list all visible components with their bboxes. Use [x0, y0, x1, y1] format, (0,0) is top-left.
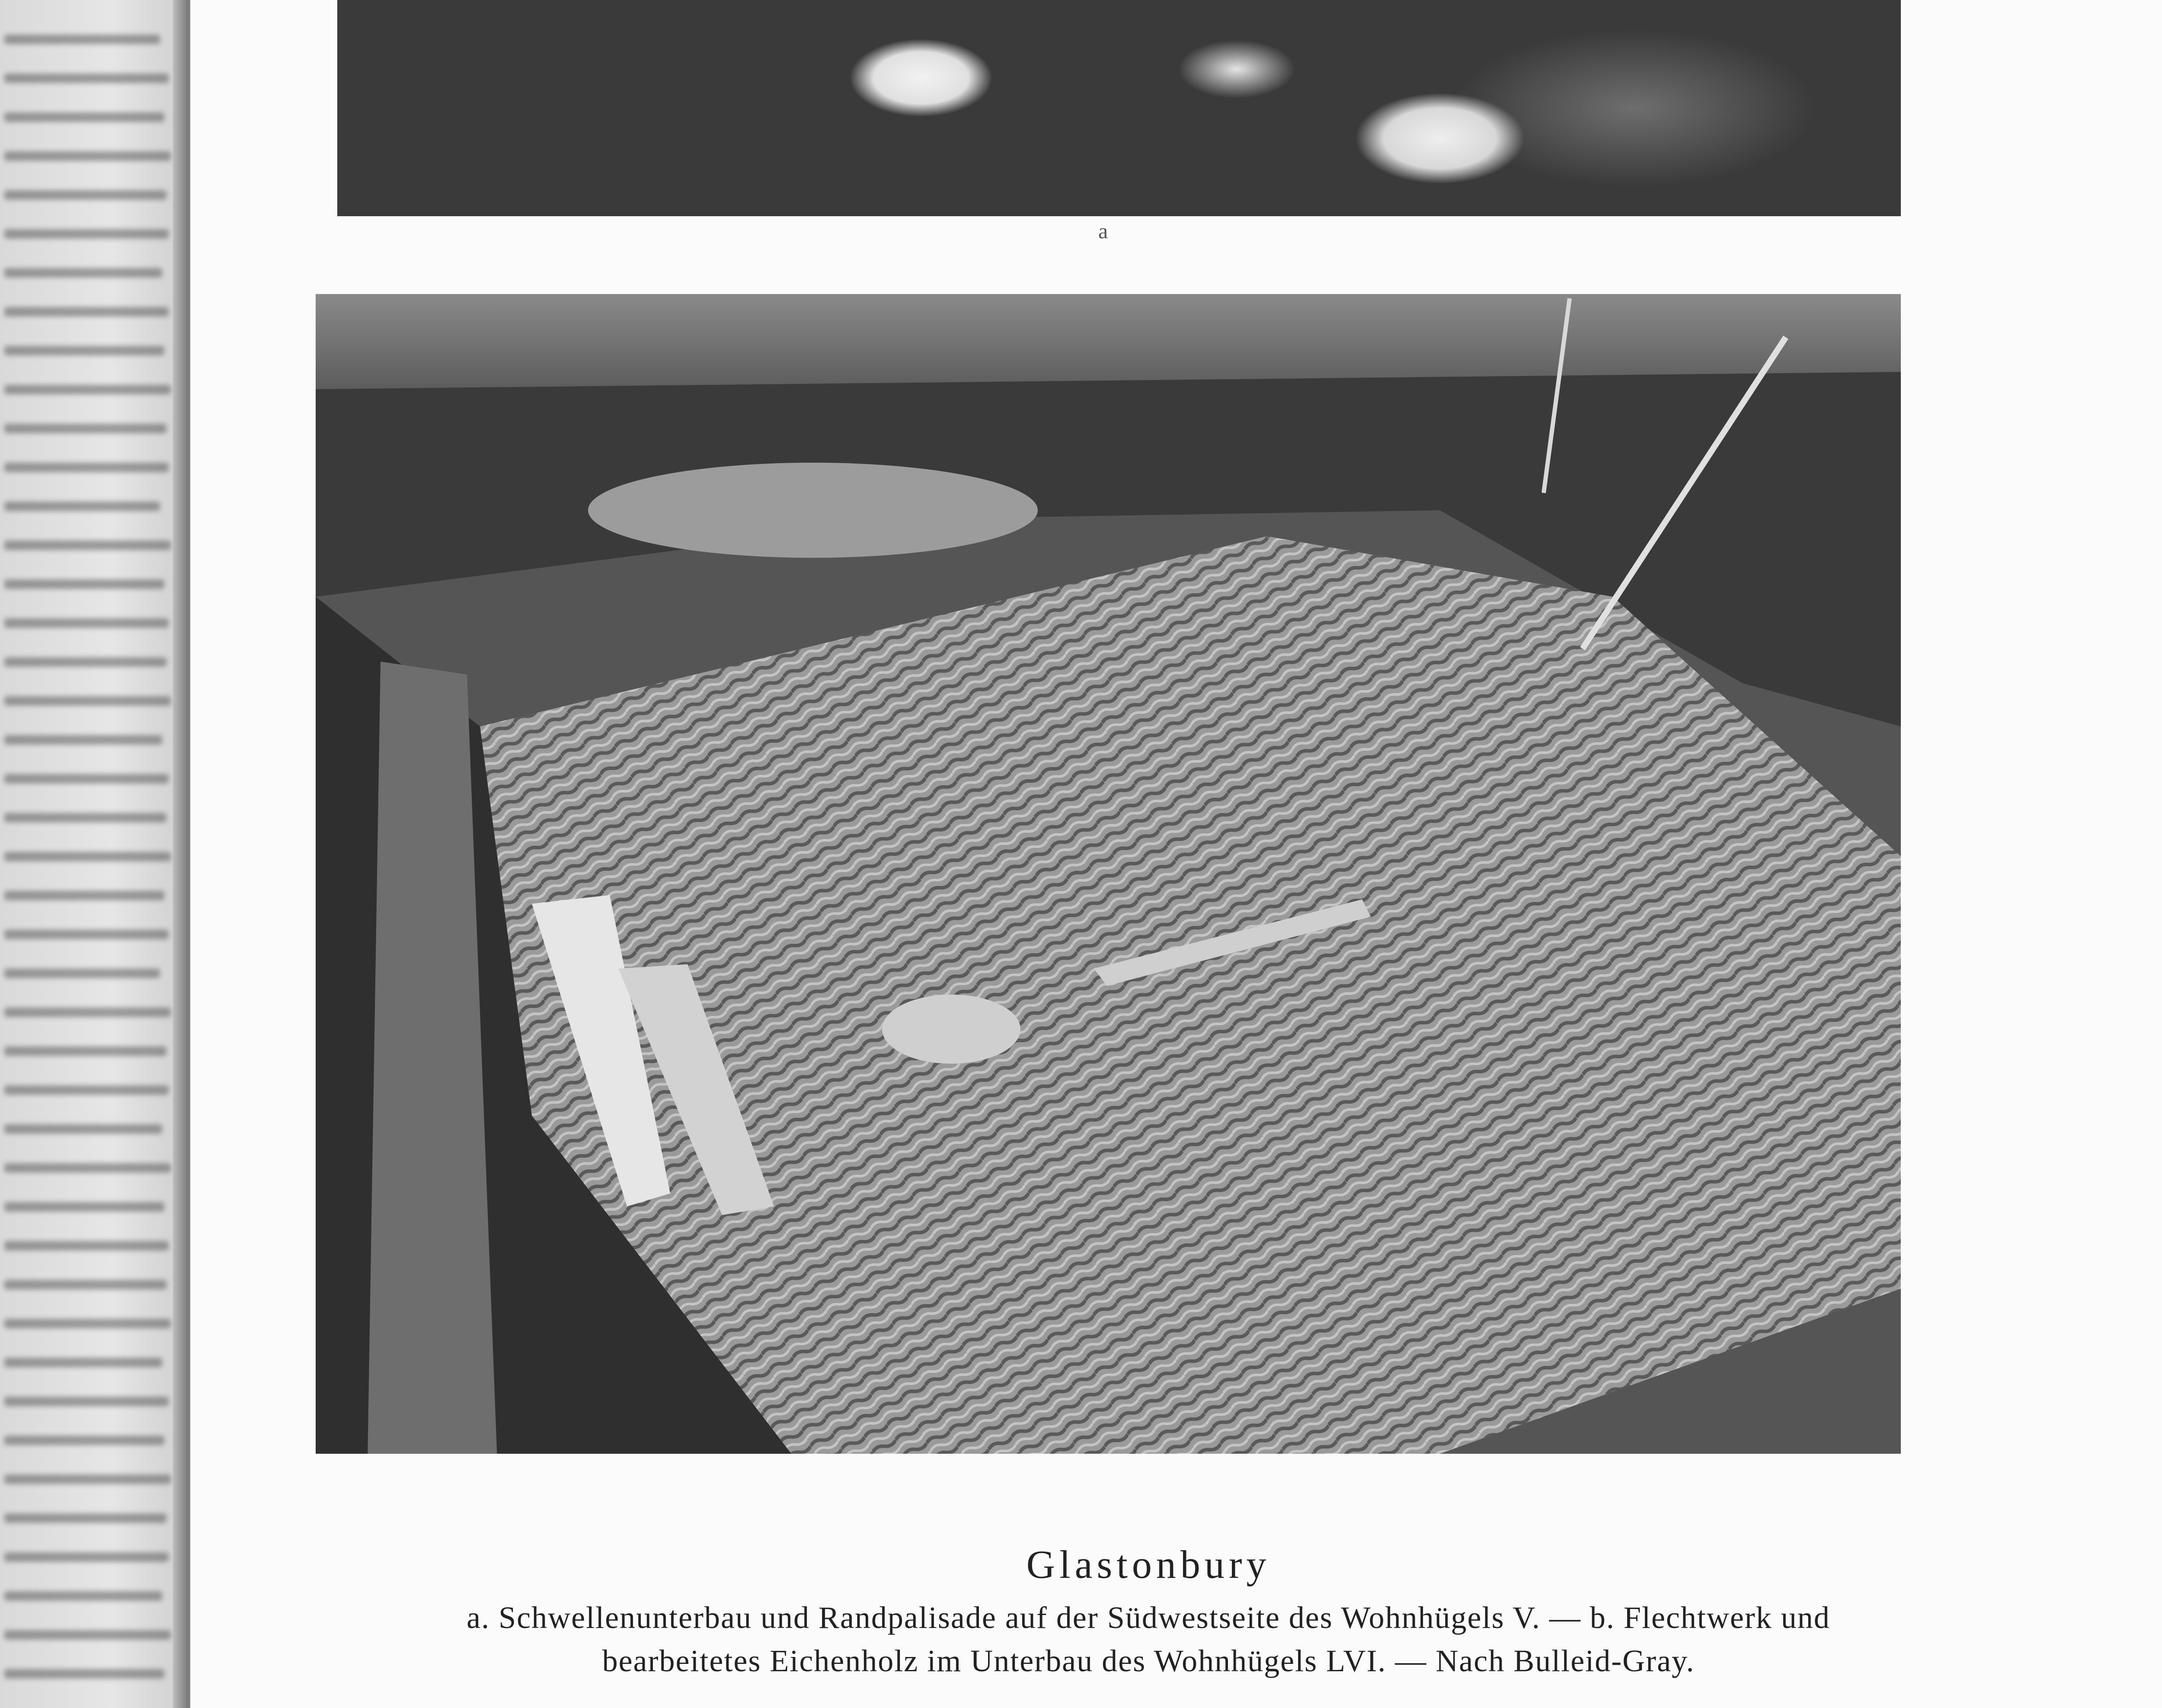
photo-a: [337, 0, 1901, 216]
photo-b-image: [316, 294, 1901, 1454]
figure-caption-line-2: bearbeitetes Eichenholz im Unterbau des Wohnhügels LVI. — Nach Bulleid-Gray.: [602, 1644, 1695, 1678]
figure-title: Glastonbury: [1026, 1542, 1271, 1586]
facing-page: [0, 0, 186, 1708]
photo-a-label: a: [1098, 219, 1108, 243]
figure-caption-line-1: a. Schwellenunterbau und Randpalisade auf der Südwestseite des Wohnhügels V. — b. Flechtwerk und: [467, 1600, 1830, 1635]
photo-b: [316, 294, 1901, 1454]
